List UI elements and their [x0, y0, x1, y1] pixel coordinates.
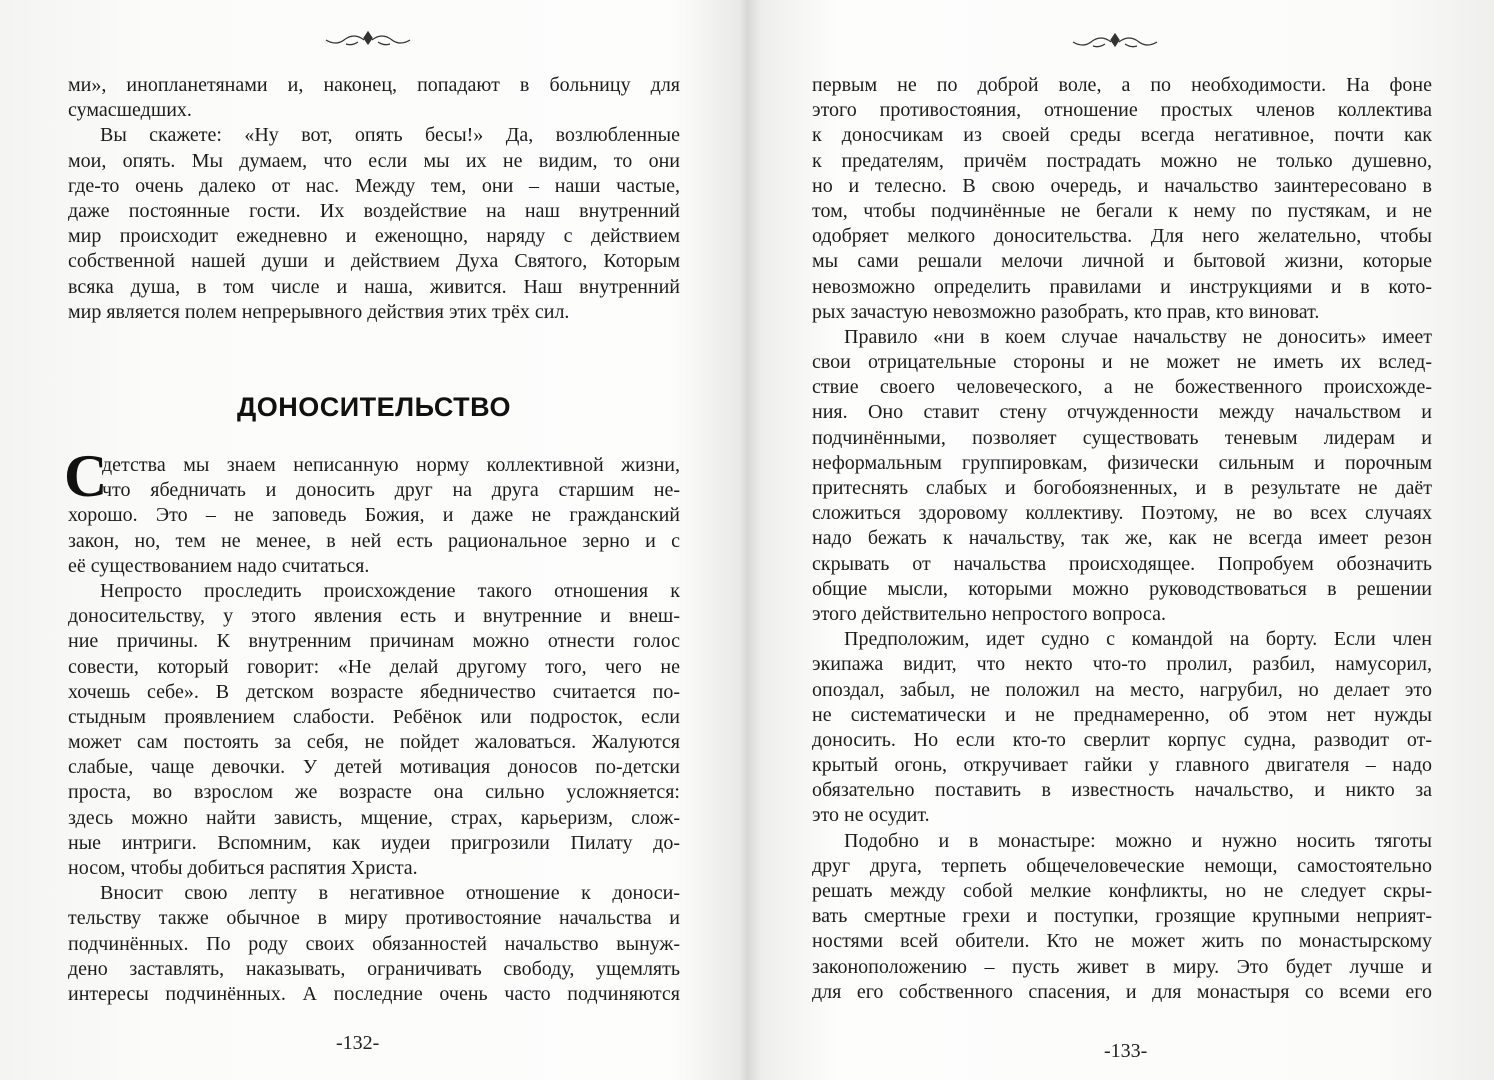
text-line: это не осудит. — [812, 804, 930, 827]
text-line: невозможно определить правилами и инструкциями и в кото- — [812, 275, 1432, 298]
text-line: ностями всей обители. Кто не может жить по монастырскому — [812, 930, 1432, 953]
text-line: Правило «ни в коем случае начальству не доносить» имеет — [844, 325, 1432, 348]
text-line: опоздал, забыл, не положил на место, нагрубил, но делает это — [812, 678, 1432, 701]
text-line: этого действительно непростого вопроса. — [812, 602, 1167, 625]
text-line: первым не по доброй воле, а по необходимости. На фоне — [812, 74, 1432, 96]
text-line: закон, но, тем не менее, в ней есть рациональное зерно и с — [68, 529, 680, 552]
text-line: рых зачастую невозможно разобрать, кто прав, кто виноват. — [812, 300, 1320, 323]
text-line: мир является полем непрерывного действия этих трёх сил. — [68, 300, 570, 323]
text-line: решать между собой мелкие конфликты, но не следует скры- — [812, 880, 1432, 902]
paragraph — [812, 627, 1432, 829]
text-line: сложиться здоровому коллективу. Поэтому, не во всех случаях — [812, 502, 1432, 525]
text-line: подчинённых. По роду своих обязанностей начальство вынуж- — [68, 932, 680, 955]
text-line: мир происходит ежедневно и еженощно, наряду с действием — [68, 225, 680, 248]
text-line: доносить. Но если кто-то сверлит корпус судна, разводит от- — [812, 728, 1432, 751]
text-line: экипажа видит, что некто что-то пролил, разбил, намусорил, — [812, 653, 1432, 676]
text-line: носом, чтобы добиться распятия Христа. — [68, 857, 418, 879]
text-line: Подобно и в монастыре: можно и нужно носить тяготы — [844, 829, 1432, 852]
text-line: сумасшедших. — [68, 99, 192, 122]
text-line: притеснять слабых и богобоязненных, и в результате не даёт — [812, 477, 1432, 499]
text-line: одобряет мелкого доносительства. Для него желательно, чтобы — [812, 225, 1432, 248]
text-line: дено заставлять, наказывать, ограничивать свободу, ущемлять — [68, 957, 680, 980]
text-line: где-то очень далеко от нас. Между тем, они – наши частые, — [68, 174, 680, 197]
paragraph — [812, 325, 1432, 627]
text-line: обязательно поставить в известность начальство, и никто за — [812, 779, 1432, 802]
text-line: хочешь себе». В детском возрасте ябедничество считается по- — [68, 680, 680, 703]
ornament-right-icon — [1065, 30, 1165, 52]
text-line: Вносит свою лепту в негативное отношение к доноси- — [100, 882, 680, 905]
text-line: может сам постоять за себя, не пойдет жаловаться. Жалуются — [68, 731, 680, 754]
ornament-left-icon — [318, 28, 418, 50]
text-line: надо бежать к начальству, так же, как не всегда имеет резон — [812, 527, 1432, 550]
text-line: мы сами решали мелочи личной и бытовой жизни, которые — [812, 250, 1432, 273]
text-line: ные интриги. Вспомним, как иудеи пригрозили Пилату до- — [68, 831, 680, 854]
text-line: тельству также обычное в миру противостояние начальства и — [68, 907, 680, 930]
text-line: к предателям, причём пострадать можно не только душевно, — [812, 149, 1432, 172]
text-line: проста, во взрослом же возрасте она сильно усложняется: — [68, 781, 680, 804]
page-number-right: -133- — [1104, 1040, 1148, 1062]
text-line: собственной нашей души и действием Духа Святого, Которым — [68, 250, 680, 273]
text-line: общие мысли, которыми можно руководствоваться в решении — [812, 577, 1432, 600]
text-line: ние причины. К внутренним причинам можно отнести голос — [68, 630, 680, 653]
paragraph — [68, 453, 680, 579]
text-line: для его собственного спасения, и для монастыря со всеми его — [812, 980, 1432, 1003]
text-line: слабые, чаще девочки. У детей мотивация доносов по-детски — [68, 756, 680, 779]
text-line: мои, опять. Мы думаем, что если мы их не видим, то они — [68, 149, 680, 172]
text-line: скрывать от начальства происходящее. Попробуем обозначить — [812, 552, 1432, 575]
left-page-body-text — [68, 453, 680, 1007]
text-line: здесь можно найти зависть, мщение, страх, карьеризм, слож- — [68, 806, 680, 829]
text-line: подчинёнными, позволяет существовать теневым лидерам и — [812, 426, 1432, 449]
paragraph — [68, 881, 680, 1007]
text-line: крытый огонь, откручивает гайки у главного двигателя – надо — [812, 754, 1432, 777]
paragraph — [68, 123, 680, 325]
text-line: детства мы знаем неписанную норму коллективной жизни, — [102, 454, 680, 476]
text-line: хорошо. Это – не заповедь Божия, и даже не гражданский — [68, 504, 680, 527]
text-line: друг друга, терпеть общечеловеческие немощи, самостоятельно — [812, 854, 1432, 877]
text-line: Непросто проследить происхождение такого отношения к — [100, 579, 680, 602]
right-page-text — [812, 73, 1432, 1005]
text-line: ствие своего человеческого, а не божественного происхожде- — [812, 376, 1432, 399]
text-line: вать смертные грехи и поступки, грозящие крупными неприят- — [812, 905, 1432, 928]
text-line: доносительству, у этого явления есть и внутренние и внеш- — [68, 605, 680, 628]
section-heading: ДОНОСИТЕЛЬСТВО — [237, 392, 511, 422]
paragraph — [812, 73, 1432, 325]
text-line: неформальным группировкам, физически сильным и порочным — [812, 451, 1432, 474]
text-line: ми», инопланетянами и, наконец, попадают в больницу для — [68, 74, 680, 96]
paragraph — [68, 579, 680, 881]
text-line: совести, который говорит: «Не делай другому того, чего не — [68, 655, 680, 678]
text-line: законоположению – пусть живет в миру. Это будет лучше и — [812, 955, 1432, 978]
text-line: её существованием надо считаться. — [68, 554, 370, 577]
paragraph — [812, 829, 1432, 1005]
text-line: Вы скажете: «Ну вот, опять бесы!» Да, возлюбленные — [100, 124, 680, 147]
text-line: этого противостояния, отношение простых членов коллектива — [812, 99, 1432, 122]
text-line: стыдным проявлением слабости. Ребёнок или подросток, если — [68, 705, 680, 728]
drop-cap: С — [64, 443, 108, 509]
text-line: Предположим, идет судно с командой на борту. Если член — [844, 628, 1432, 651]
text-line: интересы подчинённых. А последние очень часто подчиняются — [68, 982, 680, 1005]
text-line: ния. Оно ставит стену отчужденности между начальством и — [812, 401, 1432, 424]
text-line: всяка душа, в том числе и наша, живится. Наш внутренний — [68, 275, 680, 298]
text-line: том, чтобы подчинённые не бегали к нему по пустякам, и не — [812, 199, 1432, 222]
page-number-left: -132- — [336, 1032, 380, 1054]
paragraph — [68, 73, 680, 123]
text-line: даже постоянные гости. Их воздействие на наш внутренний — [68, 199, 680, 222]
left-page-top-text — [68, 73, 680, 325]
text-line: что ябедничать и доносить друг на друга старшим не- — [102, 479, 680, 502]
text-line: не систематически и не преднамеренно, об этом нет нужды — [812, 703, 1432, 726]
text-line: но и телесно. В свою очередь, и начальство заинтересовано в — [812, 174, 1432, 197]
text-line: к доносчикам из своей среды всегда негативное, почти как — [812, 124, 1432, 147]
text-line: свои отрицательные стороны и не может не иметь их вслед- — [812, 351, 1432, 374]
